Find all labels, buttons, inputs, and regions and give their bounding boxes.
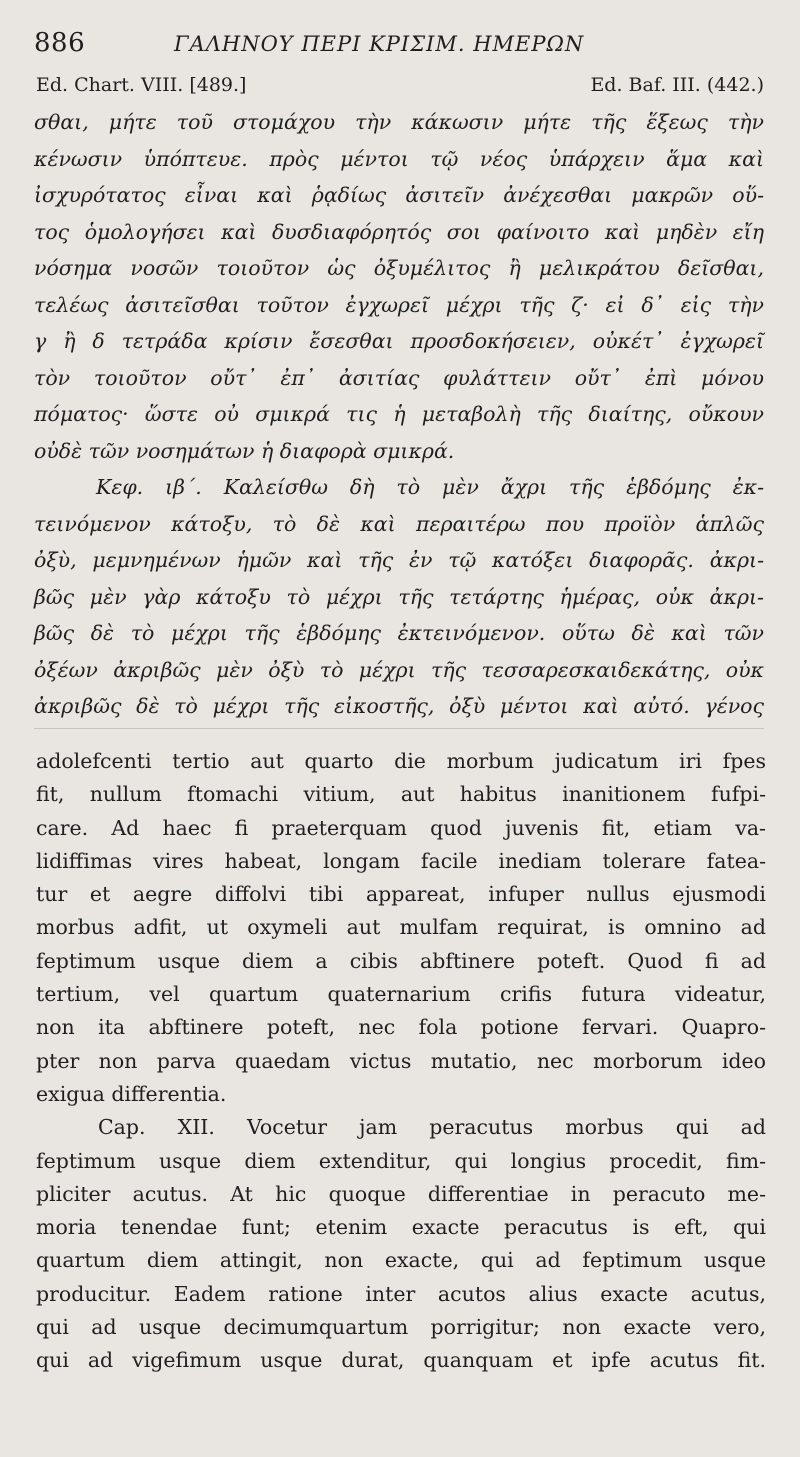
- running-title: ΓΑΛΗΝΟΥ ΠΕΡΙ ΚΡΙΣΙΜ. ΗΜΕΡΩΝ: [174, 32, 585, 56]
- greek-line: βῶς μὲν γὰρ κάτοξυ τὸ μέχρι τῆς τετάρτης ἡμέρας, οὐκ ἀκρι-: [34, 584, 764, 609]
- latin-line: feptimum usque diem extenditur, qui longius procedit, fim-: [36, 1148, 766, 1173]
- latin-line: care. Ad haec fi praeterquam quod juvenis fit, etiam va-: [36, 815, 766, 840]
- greek-line: σθαι, μήτε τοῦ στομάχου τὴν κάκωσιν μήτε τῆς ἕξεως τὴν: [34, 110, 764, 134]
- running-head: [34, 28, 766, 64]
- greek-line: ἰσχυρότατος εἶναι καὶ ῥᾳδίως ἀσιτεῖν ἀνέχεσθαι μακρῶν οὕ-: [34, 183, 764, 207]
- latin-line: pter non parva quaedam victus mutatio, nec morborum ideo: [36, 1048, 766, 1073]
- latin-line: morbus adfit, ut oxymeli aut mulfam requirat, is omnino ad: [36, 915, 766, 940]
- greek-line: ὀξέων ἀκριβῶς μὲν ὀξὺ τὸ μέχρι τῆς τεσσαρεσκαιδεκάτης, οὐκ: [34, 657, 764, 682]
- edition-reference-line: [36, 74, 764, 104]
- greek-line: οὐδὲ τῶν νοσημάτων ἡ διαφορὰ σμικρά.: [34, 438, 455, 463]
- greek-line: γ ἢ δ τετράδα κρίσιν ἔσεσθαι προσδοκήσειεν, οὐκέτ᾽ ἐγχωρεῖ: [34, 329, 764, 353]
- latin-line: tur et aegre diffolvi tibi appareat, infuper nullus ejusmodi: [36, 882, 766, 907]
- latin-line: moria tenendae funt; etenim exacte peracutus is eft, qui: [36, 1215, 766, 1240]
- greek-line: ὀξὺ, μεμνημένων ἡμῶν καὶ τῆς ἐν τῷ κατόξει διαφορᾶς. ἀκρι-: [34, 548, 764, 572]
- latin-line: adolefcenti tertio aut quarto die morbum judicatum iri fpes: [36, 749, 766, 773]
- greek-line: ἀκριβῶς δὲ τὸ μέχρι τῆς εἰκοστῆς, ὀξὺ μέντοι καὶ αὐτό. γένος: [34, 694, 764, 718]
- greek-line: νόσημα νοσῶν τοιοῦτον ὡς ὀξυμέλιτος ἢ μελικράτου δεῖσθαι,: [34, 256, 764, 280]
- latin-line: fit, nullum ftomachi vitium, aut habitus inanitionem fufpi-: [36, 782, 766, 807]
- latin-line: producitur. Eadem ratione inter acutos alius exacte acutus,: [36, 1281, 766, 1306]
- latin-line: pliciter acutus. At hic quoque differentiae in peracuto me-: [36, 1181, 766, 1206]
- latin-line: feptimum usque diem a cibis abftinere poteft. Quod fi ad: [36, 948, 766, 973]
- greek-line: βῶς δὲ τὸ μέχρι τῆς ἑβδόμης ἐκτεινόμενον. οὕτω δὲ καὶ τῶν: [34, 621, 764, 645]
- greek-line: τος ὁμολογήσει καὶ δυσδιαφόρητός σοι φαίνοιτο καὶ μηδὲν εἴη: [34, 219, 764, 244]
- greek-chapter-heading-line: Κεφ. ιβ΄. Καλείσθω δὴ τὸ μὲν ἄχρι τῆς ἑβδόμης ἐκ-: [96, 475, 764, 499]
- greek-line: τὸν τοιοῦτον οὔτ᾽ ἐπ᾽ ἀσιτίας φυλάττειν οὔτ᾽ ἐπὶ μόνου: [34, 365, 764, 390]
- section-divider: [34, 728, 764, 729]
- latin-line: qui ad usque decimumquartum porrigitur; non exacte vero,: [36, 1315, 766, 1340]
- greek-text-block: [34, 104, 764, 725]
- greek-line: κένωσιν ὑπόπτευε. πρὸς μέντοι τῷ νέος ὑπάρχειν ἅμα καὶ: [34, 146, 764, 171]
- latin-line: non ita abftinere poteft, nec fola potione fervari. Quapro-: [36, 1015, 766, 1040]
- latin-line: tertium, vel quartum quaternarium crifis futura videatur,: [36, 982, 766, 1007]
- latin-line: quartum diem attingit, non exacte, qui ad feptimum usque: [36, 1248, 766, 1273]
- edition-basel-reference: Ed. Baf. III. (442.): [590, 74, 764, 96]
- page-number: 886: [34, 28, 86, 58]
- greek-line: πόματος· ὥστε οὐ σμικρά τις ἡ μεταβολὴ τῆς διαίτης, οὔκουν: [34, 402, 764, 426]
- latin-line: lidiffimas vires habeat, longam facile inediam tolerare fatea-: [36, 848, 766, 873]
- edition-chartier-reference: Ed. Chart. VIII. [489.]: [36, 74, 247, 96]
- latin-chapter-heading-line: Cap. XII. Vocetur jam peracutus morbus qui ad: [98, 1115, 766, 1140]
- latin-line: exigua differentia.: [36, 1081, 227, 1106]
- latin-text-block: [36, 745, 766, 1378]
- latin-line: qui ad vigefimum usque durat, quanquam et ipfe acutus fit.: [36, 1348, 766, 1373]
- greek-line: τελέως ἀσιτεῖσθαι τοῦτον ἐγχωρεῖ μέχρι τῆς ζ· εἰ δ᾽ εἰς τὴν: [34, 292, 764, 317]
- greek-line: τεινόμενον κάτοξυ, τὸ δὲ καὶ περαιτέρω που προϊὸν ἁπλῶς: [34, 511, 764, 536]
